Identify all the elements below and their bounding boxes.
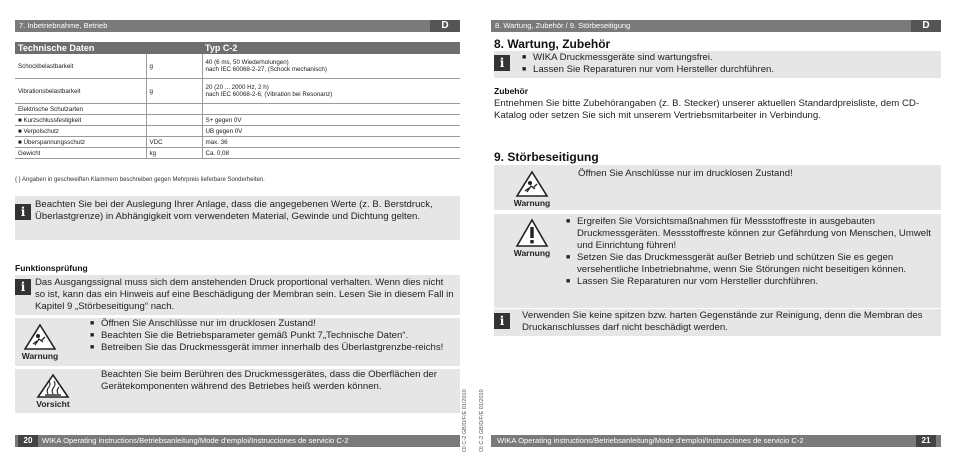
cell-line: 20 (20 ... 2000 Hz, 2 h) [205, 84, 269, 91]
language-badge: D [911, 20, 941, 32]
list-item: ■ Betreiben Sie das Druckmessgerät immer innerhalb des Überlastgrenzbe-reichs! [90, 342, 460, 354]
table-cell: g [146, 54, 202, 79]
table-cell [146, 115, 202, 126]
page-header [491, 20, 941, 32]
table-cell [146, 126, 202, 137]
list-item: ■ Lassen Sie Reparaturen nur vom Hersteller durchführen. [522, 64, 932, 76]
list-item: ■ WIKA Druckmessgeräte sind wartungsfrei. [522, 52, 932, 64]
page-number: 21 [916, 435, 936, 447]
section-heading: Funktionsprüfung [15, 263, 88, 273]
language-badge: D [430, 20, 460, 32]
footer-text: WIKA Operating instructions/Betriebsanleitung/Mode d'emploi/Instrucciones de servicio C-2 [497, 436, 804, 445]
table-header-cell [146, 42, 202, 54]
page-number: 20 [18, 435, 38, 447]
warning-list [90, 318, 460, 354]
table-row [15, 115, 460, 126]
table-cell [202, 54, 460, 79]
table-cell [202, 104, 460, 115]
table-row [15, 79, 460, 104]
table-cell: UB gegen 0V [202, 126, 460, 137]
document-code: OI C-2 GB/D/F/E 01/2010 [479, 389, 485, 452]
table-row [15, 148, 460, 159]
page-footer [491, 435, 941, 447]
warning-label: Warnung [513, 198, 551, 208]
info-text: Verwenden Sie keine spitzen bzw. harten Gegenstände zur Reinigung, denn die Membran des Druckanschlusses darf nicht beschädigt werden. [522, 310, 923, 333]
table-cell [146, 104, 202, 115]
header-title: 7. Inbetriebnahme, Betrieb [19, 21, 108, 30]
warning-list [566, 216, 938, 288]
table-cell: Schockbelastbarkeit [15, 54, 146, 79]
info-icon: i [15, 204, 31, 220]
warning-block [504, 218, 560, 258]
list-item: ■ Beachten Sie die Betriebsparameter gemäß Punkt 7„Technische Daten“. [90, 330, 460, 342]
exclamation-warning-icon [515, 218, 549, 248]
list-item: ■ Ergreifen Sie Vorsichtsmaßnahmen für Messstoffreste in ausgebauten Druckmessgeräten. Messstoffreste können zur Gefährdung von Menschen, Umwelt und Einrichtung führen! [566, 216, 938, 252]
maintenance-list [522, 52, 932, 76]
accessories-text: Entnehmen Sie bitte Zubehörangaben (z. B. Stecker) unserer aktuellen Standardpreisliste, dem CD-Katalog oder setzen Sie sich mit unserem Vertriebsmitarbeiter in Verbindung. [494, 98, 920, 121]
right-page [477, 0, 954, 471]
table-footnote: { } Angaben in geschweiften Klammern beschreiben gegen Mehrpreis lieferbare Sonderheiten. [15, 177, 265, 183]
page-footer [15, 435, 460, 447]
table-cell: max. 36 [202, 137, 460, 148]
list-item: ■ Öffnen Sie Anschlüsse nur im drucklosen Zustand! [90, 318, 460, 330]
header-title: 8. Wartung, Zubehör / 9. Störbeseitigung [495, 21, 631, 30]
hazard-warning-icon [515, 170, 549, 198]
cell-line: nach IEC 60068-2-27, (Schock mechanisch) [205, 66, 327, 73]
footer-text: WIKA Operating instructions/Betriebsanleitung/Mode d'emploi/Instrucciones de servicio C-2 [42, 436, 349, 445]
section-heading: 9. Störbeseitigung [494, 150, 599, 164]
hazard-warning-icon [23, 323, 57, 351]
list-item: ■ Lassen Sie Reparaturen nur vom Hersteller durchführen. [566, 276, 938, 288]
table-cell: Gewicht [15, 148, 146, 159]
caution-label: Vorsicht [36, 399, 70, 409]
info-text: Das Ausgangssignal muss sich dem anstehenden Druck proportional verhalten. Wenn dies nicht so ist, kann das ein Hinweis auf eine Beschädigung der Membran sein. Lesen Sie in diesem Fall in Kapitel 9 „Störbeseitigung“ nach. [35, 277, 454, 312]
warning-text: Öffnen Sie Anschlüsse nur im drucklosen Zustand! [578, 168, 793, 179]
warning-block [504, 170, 560, 208]
table-row [15, 137, 460, 148]
table-header-cell: Technische Daten [15, 42, 146, 54]
table-cell: VDC [146, 137, 202, 148]
table-row [15, 54, 460, 79]
table-cell: ■ Überspannungsschutz [15, 137, 146, 148]
warning-label: Warnung [21, 351, 59, 361]
hot-surface-icon [36, 373, 70, 399]
table-cell: kg [146, 148, 202, 159]
table-cell: Vibrationsbelastbarkeit [15, 79, 146, 104]
cell-line: 40 (6 ms, 50 Wiederholungen) [205, 59, 289, 66]
table-cell: Elektrische Schutzarten [15, 104, 146, 115]
caution-block [15, 373, 91, 409]
table-cell: ■ Verpolschutz [15, 126, 146, 137]
table-cell: S+ gegen 0V [202, 115, 460, 126]
info-icon: i [494, 313, 510, 329]
table-cell: ■ Kurzschlussfestigkeit [15, 115, 146, 126]
table-cell: g [146, 79, 202, 104]
cell-line: nach IEC 60068-2-6, (Vibration bei Resonanz) [205, 91, 333, 98]
document-code: OI C-2 GB/D/F/E 01/2010 [462, 389, 468, 452]
caution-text: Beachten Sie beim Berühren des Druckmessgerätes, dass die Oberflächen der Gerätekomponenten während des Betriebes heiß werden können. [101, 369, 437, 392]
warning-label: Warnung [513, 248, 551, 258]
info-icon: i [15, 279, 31, 295]
table-header [15, 42, 460, 54]
list-item: ■ Setzen Sie das Druckmessgerät außer Betrieb und schützen Sie es gegen versehentliche Inbetriebnahme, wenn Sie Störungen nicht beseitigen können. [566, 252, 938, 276]
technical-data-table [15, 42, 460, 159]
table-header-cell: Typ C-2 [202, 42, 460, 54]
table-cell [202, 79, 460, 104]
section-heading: 8. Wartung, Zubehör [494, 37, 611, 51]
subsection-heading: Zubehör [494, 86, 528, 96]
info-text: Beachten Sie bei der Auslegung Ihrer Anlage, dass die angegebenen Werte (z. B. Berstdruck, Überlastgrenze) in Abhängigkeit vom verwendeten Material, Gewinde und Dichtung gelten. [35, 199, 433, 222]
table-row [15, 126, 460, 137]
page-header [15, 20, 460, 32]
warning-block [15, 323, 65, 361]
info-icon: i [494, 55, 510, 71]
table-row [15, 104, 460, 115]
table-cell: Ca. 0,08 [202, 148, 460, 159]
